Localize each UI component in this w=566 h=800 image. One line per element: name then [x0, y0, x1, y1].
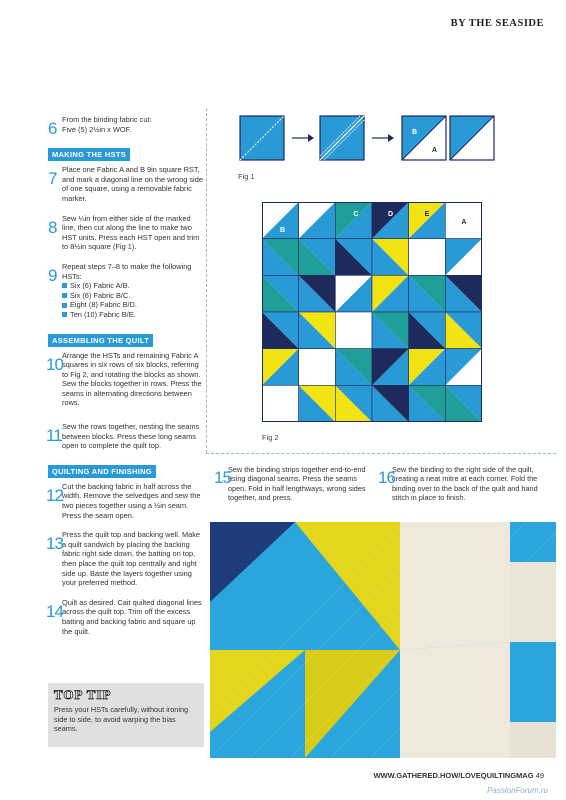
- fig2-fabric-letter: D: [388, 211, 394, 218]
- fig2-label: Fig 2: [262, 433, 279, 442]
- step-number: 16: [378, 468, 395, 487]
- step-15: [214, 465, 374, 503]
- footer-url: WWW.GATHERED.HOW/LOVEQUILTINGMAG: [373, 771, 534, 780]
- section-heading: QUILTING AND FINISHING: [48, 465, 156, 478]
- step-number: 15: [214, 468, 231, 487]
- footer: [373, 771, 544, 780]
- step-number: 8: [48, 217, 58, 237]
- fig1-label: Fig 1: [238, 172, 255, 181]
- step-10: [48, 351, 203, 409]
- fig2-fabric-letter: E: [424, 211, 430, 218]
- step-text: Arrange the HSTs and remaining Fabric A squares in six rows of six blocks, referring to Fig 2, and rotating the blocks as shown. Sew the blocks together in rows. Press the seams in alternating directions between rows.: [62, 350, 202, 408]
- step-13: [48, 530, 203, 588]
- step-7: [48, 165, 203, 203]
- fig1-letter-a: A: [432, 147, 438, 154]
- step-number: 7: [48, 169, 58, 189]
- watermark: PassionForum.ru: [487, 786, 548, 795]
- step-text: From the binding fabric cut:: [62, 115, 152, 124]
- fig2-fabric-letter: A: [461, 219, 467, 226]
- bullet-square-icon: [62, 283, 67, 288]
- instructions-column: [48, 115, 203, 646]
- step-text: Cut the backing fabric in half across the width. Remove the selvedges and sew the two pieces together using a ½in seam. Press the seam open.: [62, 481, 201, 520]
- quilt-photo: [210, 522, 556, 758]
- step-number: 9: [48, 265, 58, 285]
- photo-patch-cream: [400, 522, 510, 650]
- step-text: Press the quilt top and backing well. Make a quilt sandwich by placing the backing fabric right side down, the batting on top, then place the quilt top centrally and right side up. Baste the layers together using your preferred method.: [62, 530, 201, 588]
- step-text: Sew the binding strips together end-to-end using diagonal seams. Press the seams open. Fold in half lengthways, wrong sides together, and press.: [228, 465, 366, 503]
- fig1-letter-b: B: [412, 129, 418, 136]
- arrow-right-icon: [308, 134, 314, 142]
- bullet-square-icon: [62, 303, 67, 308]
- step-9: [48, 262, 203, 320]
- step-8: [48, 214, 203, 252]
- top-tip-box: [48, 683, 204, 747]
- step-12: [48, 482, 203, 520]
- step-number: 10: [46, 354, 63, 374]
- step-number: 11: [46, 426, 62, 446]
- step-number: 12: [46, 485, 63, 505]
- step-text: Sew the binding to the right side of the quilt, creating a neat mitre at each corner. Fold the binding over to the back of the quilt and hand stitch in place to finish.: [392, 465, 538, 503]
- step-text: Place one Fabric A and B 9in square RST, and mark a diagonal line on the wrong side of one square, using a removable fabric marker.: [62, 165, 203, 203]
- bullet-square-icon: [62, 312, 67, 317]
- step-text: Sew the rows together, nesting the seams between blocks. Press these long seams open to complete the quilt top.: [62, 422, 200, 451]
- step-text: Quilt as desired. Cait quilted diagonal lines across the quilt top. Trim off the excess batting and backing fabric and square up the quilt.: [62, 597, 202, 636]
- section-heading: ASSEMBLING THE QUILT: [48, 334, 153, 347]
- list-item: Eight (8) Fabric B/D.: [62, 300, 203, 310]
- bullet-square-icon: [62, 293, 67, 298]
- arrow-right-icon: [388, 134, 394, 142]
- dashed-divider: [206, 108, 207, 453]
- step-number: 14: [46, 601, 63, 621]
- section-heading: MAKING THE HSTS: [48, 148, 130, 161]
- photo-patch-cream: [510, 722, 556, 758]
- step-number: 6: [48, 119, 58, 138]
- fig2-fabric-letter: B: [280, 227, 286, 234]
- step-text: Five (5) 2½in x WOF.: [62, 124, 132, 134]
- fig2-fabric-letter: C: [353, 211, 359, 218]
- top-tip-body: Press your HSTs carefully, without ironing side to side, to avoid warping the bias seams.: [54, 705, 189, 733]
- step-6: [48, 115, 203, 138]
- fig2-quilt-layout: [262, 202, 482, 422]
- step-text: Sew ¼in from either side of the marked line, then cut along the line to make two HST units. Press each HST open and trim to 8½in square (Fig 1).: [62, 213, 200, 252]
- step-number: 13: [46, 534, 63, 554]
- list-item: Six (6) Fabric A/B.: [62, 281, 203, 291]
- top-tip-title: TOP TIP: [54, 687, 112, 702]
- step-16: [378, 465, 540, 503]
- list-item: Ten (10) Fabric B/E.: [62, 310, 203, 320]
- photo-patch-cream: [510, 562, 556, 642]
- running-head: BY THE SEASIDE: [450, 18, 544, 29]
- step-11: [48, 422, 203, 451]
- page-number: 49: [535, 771, 544, 780]
- dashed-divider: [206, 453, 556, 454]
- list-item: Six (6) Fabric B/C.: [62, 291, 203, 301]
- photo-patch-cream: [400, 642, 510, 758]
- fig1-diagram: [238, 114, 538, 164]
- step-14: [48, 598, 203, 636]
- step-text: Repeat steps 7–8 to make the following HSTs:: [62, 261, 192, 281]
